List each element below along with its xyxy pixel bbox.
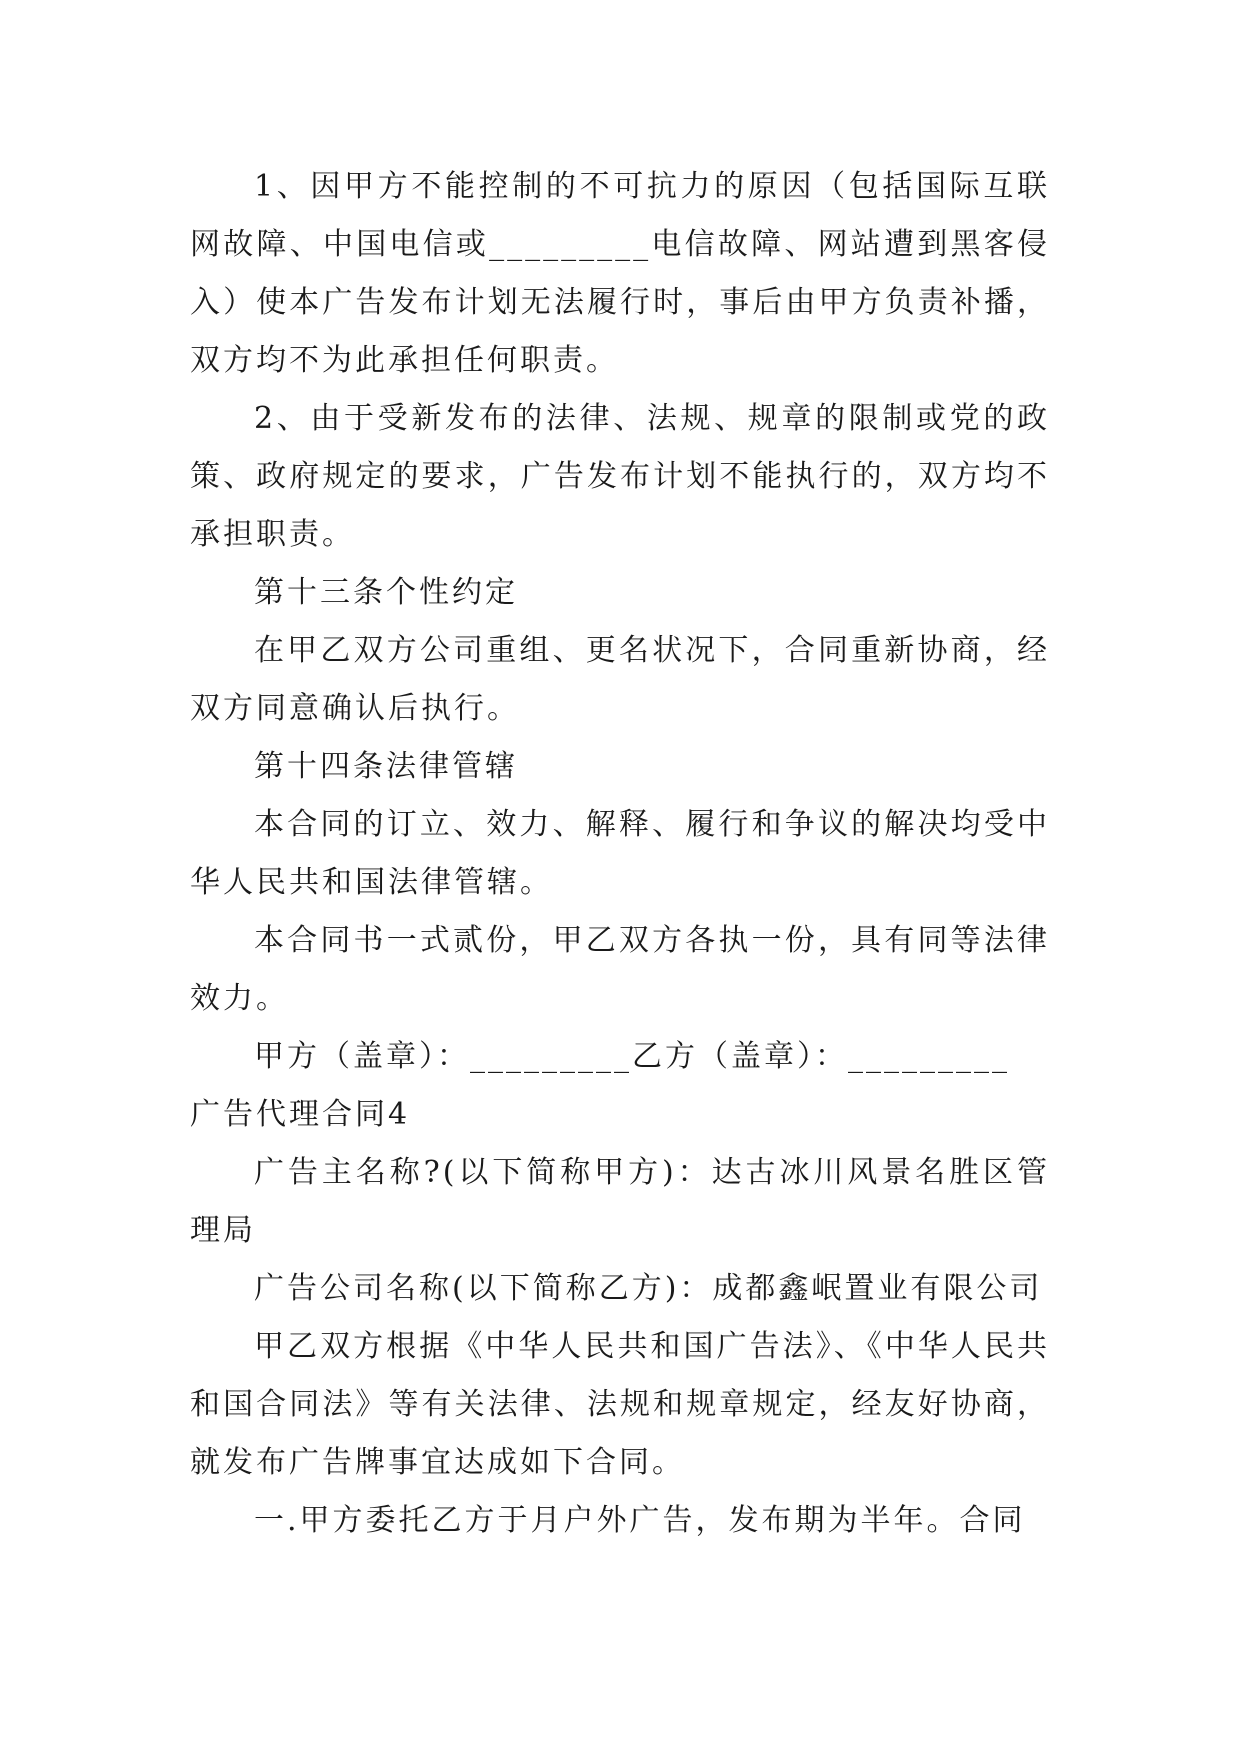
clause-force-majeure: 1、因甲方不能控制的不可抗力的原因（包括国际互联网故障、中国电信或_________电信故障、网站遭到黑客侵入）使本广告发布计划无法履行时，事后由甲方负责补播，双方均不为此承担任何职责。: [190, 169, 1050, 378]
clause-regulation-limit: 2、由于受新发布的法律、法规、规章的限制或党的政策、政府规定的要求，广告发布计划不能执行的，双方均不承担职责。: [190, 401, 1050, 552]
article-13-heading: 第十三条个性约定: [254, 575, 518, 610]
party-b-name: 广告公司名称(以下简称乙方)：成都鑫岷置业有限公司: [254, 1271, 1043, 1306]
article-14-heading: 第十四条法律管辖: [254, 749, 518, 784]
clause-reorganization: 在甲乙双方公司重组、更名状况下，合同重新协商，经双方同意确认后执行。: [190, 633, 1050, 726]
signature-line: 甲方（盖章）：_________乙方（盖章）：_________: [254, 1039, 1010, 1074]
clause-jurisdiction: 本合同的订立、效力、解释、履行和争议的解决均受中华人民共和国法律管辖。: [190, 807, 1050, 900]
document-page: [190, 158, 1050, 1550]
clause-one: 一.甲方委托乙方于月户外广告，发布期为半年。合同: [254, 1503, 1026, 1538]
clause-copies: 本合同书一式贰份，甲乙双方各执一份，具有同等法律效力。: [190, 923, 1050, 1016]
contract-4-title: 广告代理合同4: [190, 1097, 411, 1132]
contract-preamble: 甲乙双方根据《中华人民共和国广告法》、《中华人民共和国合同法》等有关法律、法规和规章规定，经友好协商，就发布广告牌事宜达成如下合同。: [190, 1329, 1050, 1480]
party-a-name: 广告主名称?(以下简称甲方)：达古冰川风景名胜区管理局: [190, 1155, 1050, 1248]
